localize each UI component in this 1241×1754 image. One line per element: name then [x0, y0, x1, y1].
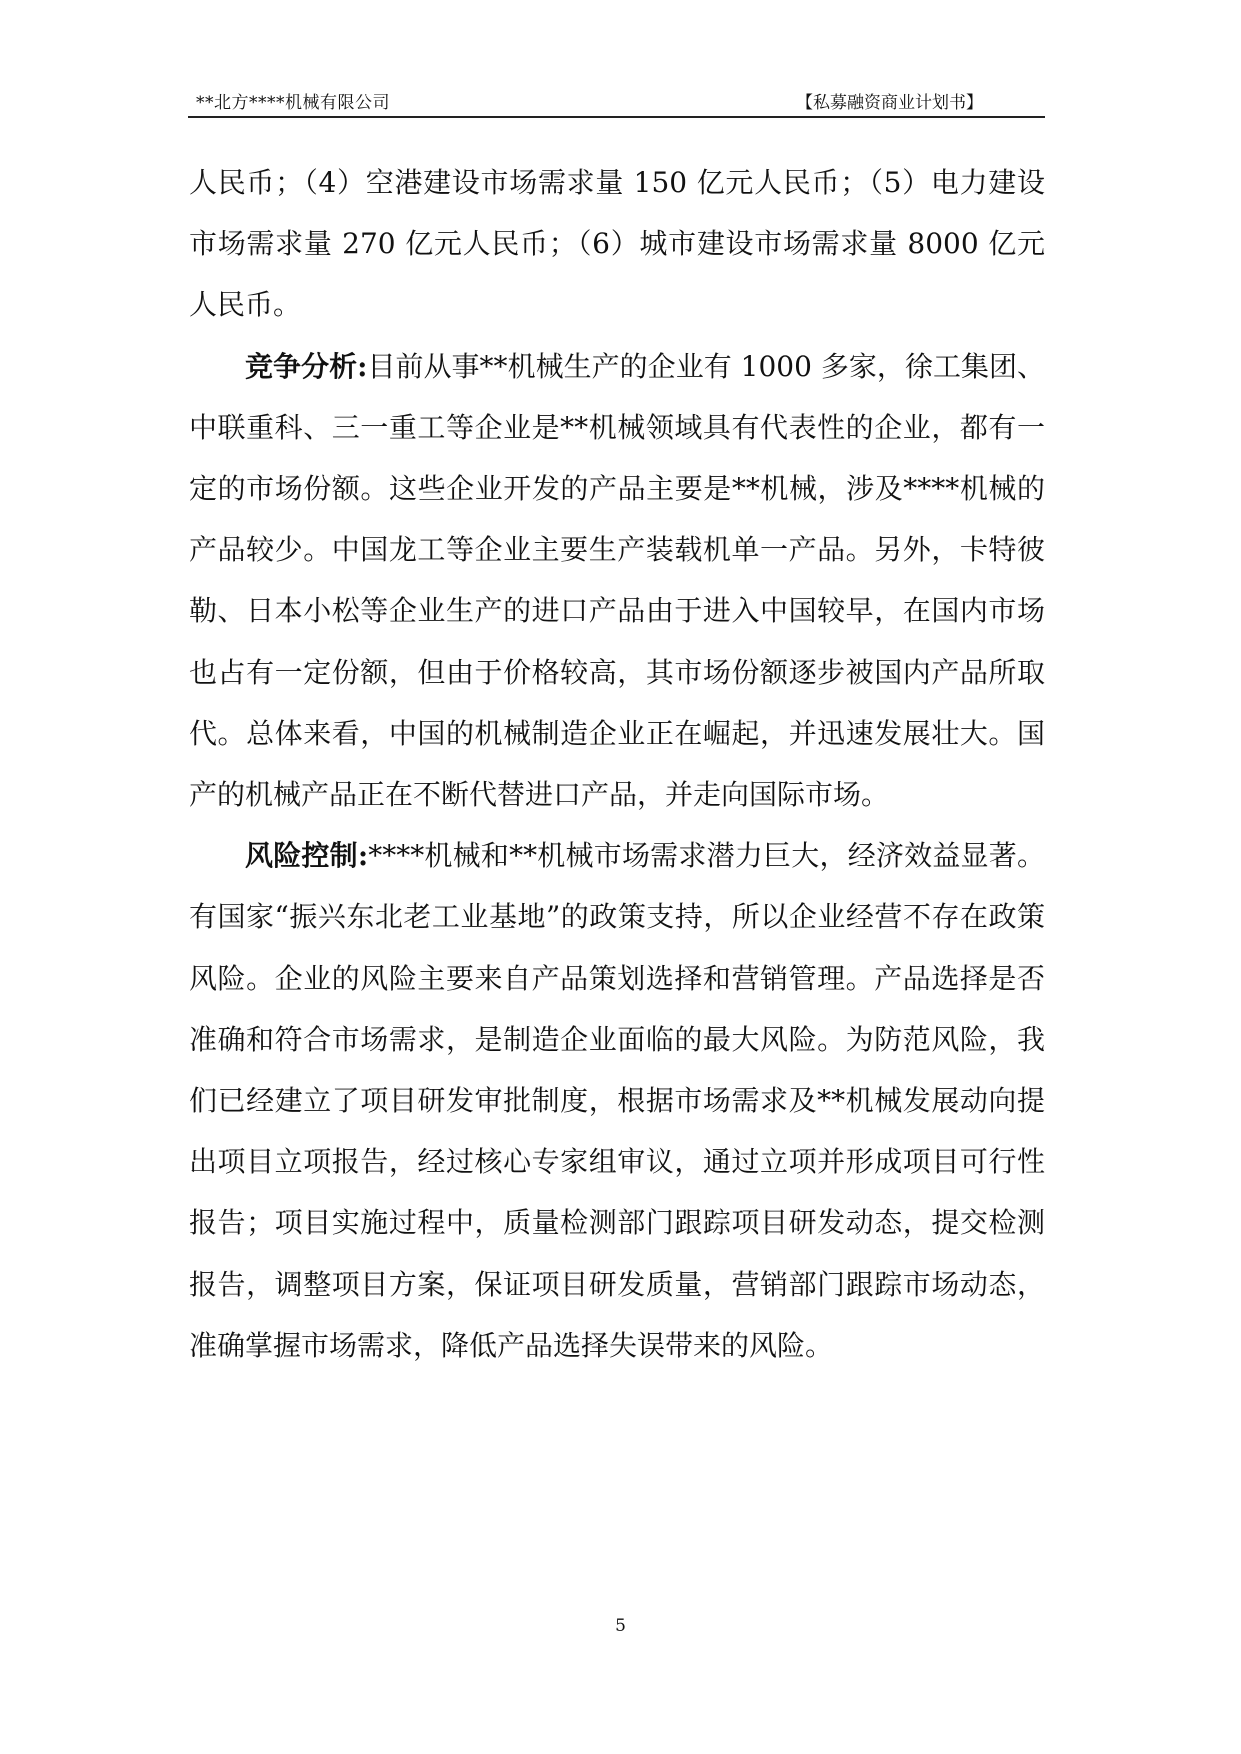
competition-analysis-text: 目前从事**机械生产的企业有 1000 多家，徐工集团、中联重科、三一重工等企业是**机械领域具有代表性的企业，都有一定的市场份额。这些企业开发的产品主要是**机械，涉及****机械的产品较少。中国龙工等企业主要生产装载机单一产品。另外，卡特彼勒、日本小松等企业生产的进口产品由于进入中国较早，在国内市场也占有一定份额，但由于价格较高，其市场份额逐步被国内产品所取代。总体来看，中国的机械制造企业正在崛起，并迅速发展壮大。国产的机械产品正在不断代替进口产品，并走向国际市场。 — [189, 349, 1046, 812]
document-body — [189, 152, 1045, 1376]
company-name: **北方****机械有限公司 — [196, 93, 390, 113]
document-title: 【私募融资商业计划书】 — [796, 93, 983, 113]
risk-control-heading: 风险控制: — [245, 839, 369, 873]
paragraph-competition-analysis — [189, 336, 1045, 826]
page-header — [188, 86, 1045, 118]
competition-analysis-heading: 竞争分析: — [245, 349, 368, 383]
paragraph-risk-control — [189, 825, 1045, 1376]
page-number: 5 — [615, 1616, 626, 1636]
paragraph-market-demand: 人民币；（4）空港建设市场需求量 150 亿元人民币；（5）电力建设市场需求量 270 亿元人民币；（6）城市建设市场需求量 8000 亿元人民币。 — [189, 166, 1045, 322]
risk-control-text: ****机械和**机械市场需求潜力巨大，经济效益显著。有国家“振兴东北老工业基地”的政策支持，所以企业经营不存在政策风险。企业的风险主要来自产品策划选择和营销管理。产品选择是否准确和符合市场需求，是制造企业面临的最大风险。为防范风险，我们已经建立了项目研发审批制度，根据市场需求及**机械发展动向提出项目立项报告，经过核心专家组审议，通过立项并形成项目可行性报告；项目实施过程中，质量检测部门跟踪项目研发动态，提交检测报告，调整项目方案，保证项目研发质量，营销部门跟踪市场动态，准确掌握市场需求，降低产品选择失误带来的风险。 — [189, 839, 1045, 1362]
